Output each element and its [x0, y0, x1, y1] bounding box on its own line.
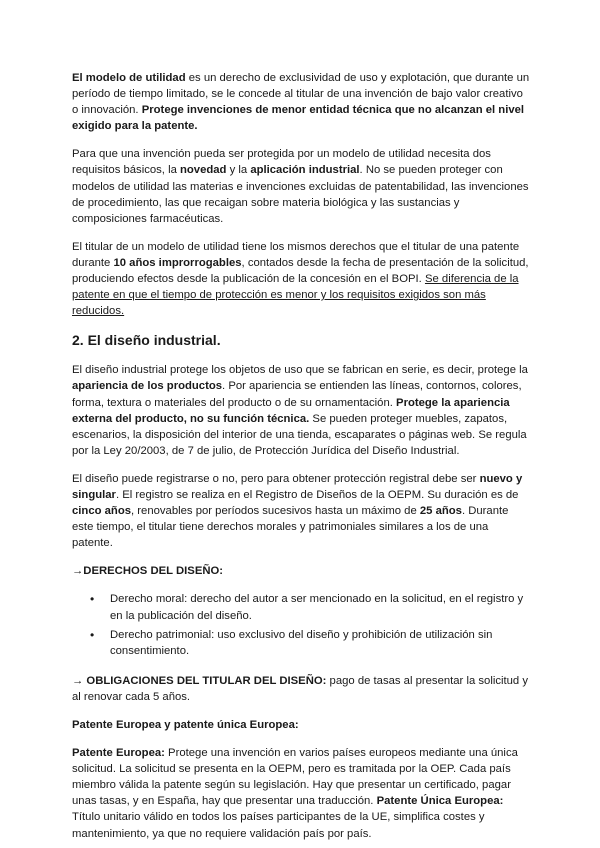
section-heading-diseno-industrial: 2. El diseño industrial. [72, 332, 221, 349]
term-cinco-anos: cinco años [72, 505, 132, 518]
term-nuevo-singular: nuevo y singular [72, 472, 523, 501]
list-item: • Derecho moral: derecho del autor a ser mencionado en la solicitud, en el registro y en la publicación del diseño. [110, 591, 532, 623]
term-modelo-utilidad: El modelo de utilidad [72, 72, 186, 84]
patente-europea-heading: Patente Europea y patente única Europea: [72, 719, 299, 731]
term-aplicacion-industrial: aplicación industrial [250, 164, 360, 177]
derechos-heading: →DERECHOS DEL DISEÑO: [72, 565, 224, 578]
document-page [72, 70, 532, 842]
term-10-anos: 10 años improrrogables [113, 256, 242, 269]
underlined-diferencia: Se diferencia de la patente en que el tiempo de protección es menor y los requisitos exigidos son más reducidos. [72, 273, 519, 318]
term-novedad: novedad [180, 164, 227, 177]
term-patente-europea: Patente Europea: [72, 747, 165, 760]
paragraph-requisitos: Para que una invención pueda ser protegida por un modelo de utilidad necesita dos requisitos básicos, la novedad y la aplicación industrial. No se pueden proteger con modelos de utilidad las materias e invenciones excluidas de patentabilidad, las invenciones de procedimiento, las que recaigan sobre materia biológica y las sustancias y composiciones farmacéuticas. [72, 148, 529, 225]
emphasis-apariencia-externa: Protege la apariencia externa del producto, no su función técnica. [72, 396, 510, 425]
paragraph-obligaciones: → OBLIGACIONES DEL TITULAR DEL DISEÑO: pago de tasas al presentar la solicitud y al renovar cada 5 años. [72, 674, 528, 703]
term-apariencia: apariencia de los productos [72, 380, 223, 393]
paragraph-diseno-industrial: El diseño industrial protege los objetos de uso que se fabrican en serie, es decir, protege la apariencia de los productos. Por apariencia se entienden las líneas, contornos, colores, forma, textura o materiales del producto o de su ornamentación. Protege la apariencia externa del producto, no su función técnica. Se pueden proteger muebles, zapatos, escenarios, la disposición del interior de una tienda, escaparates o páginas web. Se regula por la Ley 20/2003, de 7 de julio, de Protección Jurídica del Diseño Industrial. [72, 364, 528, 457]
derechos-list [72, 591, 532, 658]
emphasis-protege: Protege invenciones de menor entidad técnica que no alcanzan el nivel exigido para la patente. [72, 104, 525, 133]
paragraph-titular: El titular de un modelo de utilidad tiene los mismos derechos que el titular de una patente durante 10 años improrrogables, contados desde la fecha de presentación de la solicitud, produciendo efectos desde la publicación de la concesión en el BOPI. Se diferencia de la patente en que el tiempo de protección es menor y los requisitos exigidos son más reducidos. [72, 240, 529, 318]
term-patente-unica-europea: Patente Única Europea: [376, 795, 504, 808]
list-item: • Derecho patrimonial: uso exclusivo del diseño y prohibición de utilización sin consentimiento. [110, 627, 532, 659]
term-25-anos: 25 años [419, 505, 462, 518]
paragraph-modelo-utilidad: El modelo de utilidad es un derecho de exclusividad de uso y explotación, que durante un período de tiempo limitado, se le concede al titular de una invención de bajo valor creativo o innovación. Protege invenciones de menor entidad técnica que no alcanzan el nivel exigido para la patente. [72, 72, 530, 133]
obligaciones-heading: → OBLIGACIONES DEL TITULAR DEL DISEÑO: [72, 674, 327, 687]
paragraph-patente-europea: Patente Europea: Protege una invención en varios países europeos mediante una única solicitud. La solicitud se presenta en la OEPM, pero es tramitada por la OEP. Cada país miembro válida la patente según su legislación. Hay que presentar un certificado, pagar unas tasas, y en España, hay que presentar una traducción. Patente Única Europea: Título unitario válido en todos los países participantes de la UE, simplifica costes y mantenimiento, ya que no requiere validación país por país. [72, 747, 518, 840]
paragraph-registro-diseno: El diseño puede registrarse o no, pero para obtener protección registral debe ser nuevo y singular. El registro se realiza en el Registro de Diseños de la OEPM. Su duración es de cinco años, renovables por períodos sucesivos hasta un máximo de 25 años. Durante este tiempo, el titular tiene derechos morales y patrimoniales similares a los de una patente. [72, 472, 523, 550]
